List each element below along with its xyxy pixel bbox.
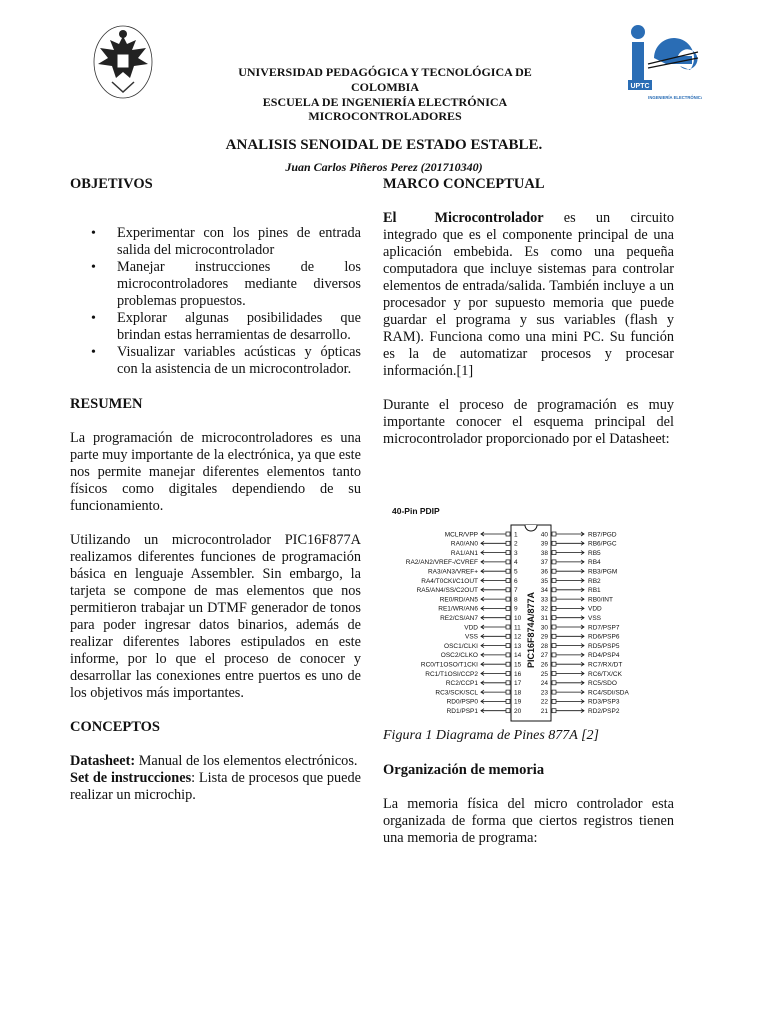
- pin-name: RA1/AN1: [450, 549, 478, 557]
- pin-number: 4: [514, 559, 518, 567]
- pin-name: RE2/CS/AN7: [440, 615, 478, 622]
- pin-box: [552, 597, 556, 601]
- marco-paragraph-1-text: es un circuito integrado que es el componente principal de una aplicación embebida. Es como una pequeña computadora que incluye sistemas para controlar elementos de entrada/salida. También incluye a un procesador y por supuesto memoria que puede guardar el programa y sus variables (flash y RAM). Funciona como una mini PC. Su función es la de automatizar procesos y procesar información.[1]: [383, 210, 674, 379]
- pin-name: RB4: [588, 559, 601, 567]
- pin-number: 13: [514, 642, 522, 650]
- marco-paragraph-1: [383, 210, 674, 380]
- pin-name: RE0/RD/AN5: [439, 596, 478, 604]
- right-column-lower: [383, 762, 674, 847]
- pin-box: [552, 644, 556, 648]
- pin-box: [552, 634, 556, 638]
- left-pin-row: [446, 680, 522, 687]
- pin-name: RB2: [588, 577, 601, 585]
- right-pin-row: [541, 634, 620, 641]
- pin-box: [506, 616, 510, 620]
- pin-number: 17: [514, 680, 522, 688]
- right-pin-row: [541, 596, 613, 603]
- pin-number: 29: [540, 633, 548, 641]
- set-instrucciones-def-text: : Lista de procesos que puede realizar un microchip.: [70, 770, 361, 803]
- pin-box: [552, 569, 556, 573]
- left-column: [70, 176, 361, 804]
- pin-box: [552, 532, 556, 536]
- pin-name: RC1/T1OSI/CCP2: [425, 670, 478, 678]
- pin-box: [506, 653, 510, 657]
- ie-faculty-logo: [626, 22, 702, 104]
- pin-name: RB6/PGC: [588, 540, 617, 548]
- resumen-paragraph-1: La programación de microcontroladores es una parte muy importante de la electrónica, ya que este nos permite manejar diferentes elementos tanto físicos como digitales dependiendo de su funcionamiento.: [70, 430, 361, 514]
- university-name-line1: UNIVERSIDAD PEDAGÓGICA Y TECNOLÓGICA DE: [238, 65, 532, 79]
- ie-logo-caption-text: INGENIERÍA ELECTRÓNICA: [648, 95, 702, 100]
- pin-box: [506, 625, 510, 629]
- right-pin-row: [541, 531, 617, 538]
- pin-name: RC7/RX/DT: [588, 661, 623, 669]
- right-pin-row: [541, 652, 620, 659]
- chip-label: PIC16F874A/877A: [526, 591, 536, 668]
- pin-number: 1: [514, 531, 518, 539]
- pin-number: 7: [514, 587, 518, 595]
- pin-diagram-svg: [386, 503, 676, 723]
- pin-number: 26: [540, 661, 548, 669]
- right-pin-row: [541, 699, 620, 706]
- pin-box: [506, 597, 510, 601]
- organizacion-memoria-heading: Organización de memoria: [383, 762, 545, 778]
- pin-name: RD6/PSP6: [588, 633, 620, 641]
- pin-number: 15: [514, 661, 522, 669]
- left-pin-row: [451, 550, 518, 557]
- pin-box: [552, 662, 556, 666]
- marco-el-word: El: [383, 210, 397, 226]
- pin-box: [506, 606, 510, 610]
- left-pin-row: [421, 662, 522, 669]
- pin-name: RA3/AN3/VREF+: [427, 568, 478, 576]
- pin-number: 30: [540, 624, 548, 632]
- left-pin-row: [435, 689, 521, 696]
- pin-number: 27: [540, 652, 548, 660]
- pin-box: [552, 681, 556, 685]
- pin-number: 16: [514, 670, 522, 678]
- left-pin-row: [421, 578, 518, 585]
- pin-number: 14: [514, 652, 522, 660]
- right-pin-row: [541, 662, 623, 669]
- pin-box: [506, 709, 510, 713]
- right-pin-row: [541, 569, 618, 576]
- right-pin-row: [541, 643, 620, 650]
- pin-number: 5: [514, 568, 518, 576]
- pin-name: RA5/AN4/SS/C2OUT: [416, 587, 478, 595]
- pin-number: 37: [540, 559, 548, 567]
- objetivos-heading: OBJETIVOS: [70, 176, 153, 192]
- right-pins-group: [541, 531, 630, 715]
- pin-name: RD7/PSP7: [588, 624, 620, 632]
- left-pin-row: [465, 634, 522, 641]
- set-instrucciones-definition: [70, 770, 361, 804]
- pin-number: 6: [514, 577, 518, 585]
- pin-name: OSC2/CLKO: [440, 652, 478, 660]
- university-seal-logo: [92, 22, 154, 100]
- left-pin-row: [428, 569, 518, 576]
- pin-number: 35: [540, 577, 548, 585]
- pin-name: RD3/PSP3: [588, 698, 620, 706]
- pin-box: [552, 709, 556, 713]
- right-pin-row: [541, 689, 630, 696]
- datasheet-def-text: Manual de los elementos electrónicos.: [135, 753, 358, 769]
- pin-box: [506, 551, 510, 555]
- pin-box: [552, 606, 556, 610]
- pin-name: MCLR/VPP: [444, 531, 478, 539]
- pin-name: RD1/PSP1: [446, 708, 478, 715]
- pin-box: [506, 681, 510, 685]
- pin-name: OSC1/CLKI: [444, 642, 478, 650]
- pin-box: [552, 541, 556, 545]
- pin-number: 21: [540, 708, 548, 715]
- pin-box: [552, 616, 556, 620]
- pin-number: 23: [540, 689, 548, 697]
- pin-number: 8: [514, 596, 518, 604]
- pin-name: RB0/INT: [588, 596, 613, 604]
- pin-number: 22: [540, 698, 548, 706]
- left-pin-row: [440, 615, 522, 622]
- right-pin-row: [541, 671, 623, 678]
- pin-name: VSS: [464, 633, 478, 641]
- pin-name: RC2/CCP1: [445, 680, 478, 688]
- university-name-line2: COLOMBIA: [350, 80, 419, 94]
- left-pin-row: [417, 587, 518, 594]
- pin-box: [506, 672, 510, 676]
- pin-number: 39: [540, 540, 548, 548]
- left-pin-row: [440, 596, 518, 603]
- pin-name: VDD: [588, 605, 602, 613]
- pin-name: RE1/WR/AN6: [438, 605, 478, 613]
- pin-box: [552, 653, 556, 657]
- left-pin-row: [447, 699, 522, 706]
- left-pin-row: [447, 708, 522, 715]
- pin-name: RA0/AN0: [450, 540, 478, 548]
- pin-box: [552, 579, 556, 583]
- pin-box: [506, 532, 510, 536]
- left-pin-row: [445, 531, 518, 538]
- left-pin-row: [451, 541, 518, 548]
- pin-box: [506, 690, 510, 694]
- pin-name: RC6/TX/CK: [588, 670, 622, 678]
- objetivo-item: • Experimentar con los pines de entrada salida del microcontrolador: [70, 225, 361, 259]
- pin-diagram-figure: [386, 503, 676, 723]
- conceptos-heading: CONCEPTOS: [70, 719, 160, 735]
- resumen-paragraph-2: Utilizando un microcontrolador PIC16F877A realizamos diferentes funciones de programación básica en lenguaje Assembler. Sin embargo, la tarjeta se compone de mas elementos que nos permitieron trabajar un DTMF generador de tonos para poder ingresar datos binarios, además de realizar diferentes labores estipulados en este informe, por lo que el proceso de conocer y desarrollar las conexiones entre puertos es uno de los objetivos más importantes.: [70, 532, 361, 701]
- pin-number: 19: [514, 698, 522, 706]
- pin-name: VSS: [588, 615, 602, 622]
- left-pin-row: [438, 606, 518, 613]
- datasheet-term: Datasheet:: [70, 753, 136, 769]
- package-label: 40-Pin PDIP: [392, 506, 440, 516]
- pin-number: 25: [540, 670, 548, 678]
- pin-name: RC0/T1OSO/T1CKI: [420, 661, 478, 669]
- pin-name: RB5: [588, 549, 601, 557]
- pin-box: [552, 588, 556, 592]
- pin-name: RD5/PSP5: [588, 642, 620, 650]
- paper-author: Juan Carlos Piñeros Perez (201710340): [285, 160, 483, 174]
- pin-number: 40: [540, 531, 548, 539]
- resumen-heading: RESUMEN: [70, 396, 143, 412]
- organizacion-memoria-paragraph: La memoria física del micro controlador esta organizada de forma que ciertos registros tienen una memoria de programa:: [383, 796, 674, 846]
- pin-number: 10: [514, 615, 522, 622]
- pin-number: 24: [540, 680, 548, 688]
- pin-name: RD0/PSP0: [446, 698, 478, 706]
- pin-name: RC5/SDO: [588, 680, 617, 688]
- pin-name: RD4/PSP4: [588, 652, 620, 660]
- pin-box: [552, 690, 556, 694]
- pin-number: 11: [514, 624, 521, 632]
- pin-box: [506, 541, 510, 545]
- pin-number: 3: [514, 549, 518, 557]
- right-pin-row: [541, 541, 617, 548]
- pin-name: RA4/T0CKI/C1OUT: [421, 577, 478, 585]
- left-pin-row: [441, 652, 522, 659]
- pin-box: [552, 699, 556, 703]
- left-pins-group: [406, 531, 522, 715]
- pin-number: 36: [540, 568, 548, 576]
- pin-box: [552, 625, 556, 629]
- pin-number: 12: [514, 633, 522, 641]
- objetivo-item: • Explorar algunas posibilidades que brindan estas herramientas de desarrollo.: [70, 310, 361, 344]
- objetivo-item: • Visualizar variables acústicas y ópticas con la asistencia de un microcontrolador.: [70, 344, 361, 378]
- course-name: MICROCONTROLADORES: [308, 109, 462, 123]
- pin-number: 32: [540, 605, 548, 613]
- pin-name: RA2/AN2/VREF-/CVREF: [405, 559, 478, 567]
- pin-box: [552, 560, 556, 564]
- objetivo-item: • Manejar instrucciones de los microcontroladores mediante diversos problemas propuestos.: [70, 259, 361, 310]
- pin-number: 9: [514, 605, 518, 613]
- pin-name: RC3/SCK/SCL: [435, 689, 478, 697]
- right-pin-row: [541, 708, 620, 715]
- pin-number: 18: [514, 689, 522, 697]
- pin-name: RC4/SDI/SDA: [588, 689, 629, 697]
- pin-number: 2: [514, 540, 518, 548]
- pin-box: [506, 662, 510, 666]
- pin-box: [552, 551, 556, 555]
- pin-number: 34: [540, 587, 548, 595]
- set-instrucciones-term: Set de instrucciones: [70, 770, 192, 786]
- datasheet-definition: [70, 753, 361, 770]
- pin-name: VDD: [464, 624, 478, 632]
- pin-name: RD2/PSP2: [588, 708, 620, 715]
- figure-caption: Figura 1 Diagrama de Pines 877A [2]: [383, 728, 599, 743]
- pin-box: [506, 644, 510, 648]
- pin-number: 31: [540, 615, 548, 622]
- right-pin-row: [541, 680, 617, 687]
- pin-number: 28: [540, 642, 548, 650]
- pin-number: 33: [540, 596, 548, 604]
- left-pin-row: [406, 559, 518, 566]
- marco-conceptual-heading: MARCO CONCEPTUAL: [383, 176, 545, 192]
- right-pin-row: [541, 624, 620, 631]
- pin-number: 38: [540, 549, 548, 557]
- pin-name: RB7/PGD: [588, 531, 617, 539]
- pin-box: [552, 672, 556, 676]
- pin-box: [506, 699, 510, 703]
- ie-logo-badge-text: UPTC: [630, 83, 650, 90]
- microcontrolador-term: Microcontrolador: [434, 210, 544, 226]
- right-column: [383, 176, 674, 448]
- pin-box: [506, 588, 510, 592]
- left-pin-row: [444, 643, 522, 650]
- marco-paragraph-2: Durante el proceso de programación es muy importante conocer el esquema principal del microcontrolador proporcionado por el Datasheet:: [383, 397, 674, 447]
- school-name: ESCUELA DE INGENIERÍA ELECTRÓNICA: [262, 95, 508, 109]
- pin-box: [506, 634, 510, 638]
- objetivos-list: [70, 225, 361, 378]
- pin-box: [506, 569, 510, 573]
- pin-box: [506, 579, 510, 583]
- paper-title: ANALISIS SENOIDAL DE ESTADO ESTABLE.: [225, 137, 543, 153]
- pin-number: 20: [514, 708, 522, 715]
- pin-box: [506, 560, 510, 564]
- left-pin-row: [425, 671, 521, 678]
- pin-name: RB3/PGM: [588, 568, 618, 576]
- pin-name: RB1: [588, 587, 601, 595]
